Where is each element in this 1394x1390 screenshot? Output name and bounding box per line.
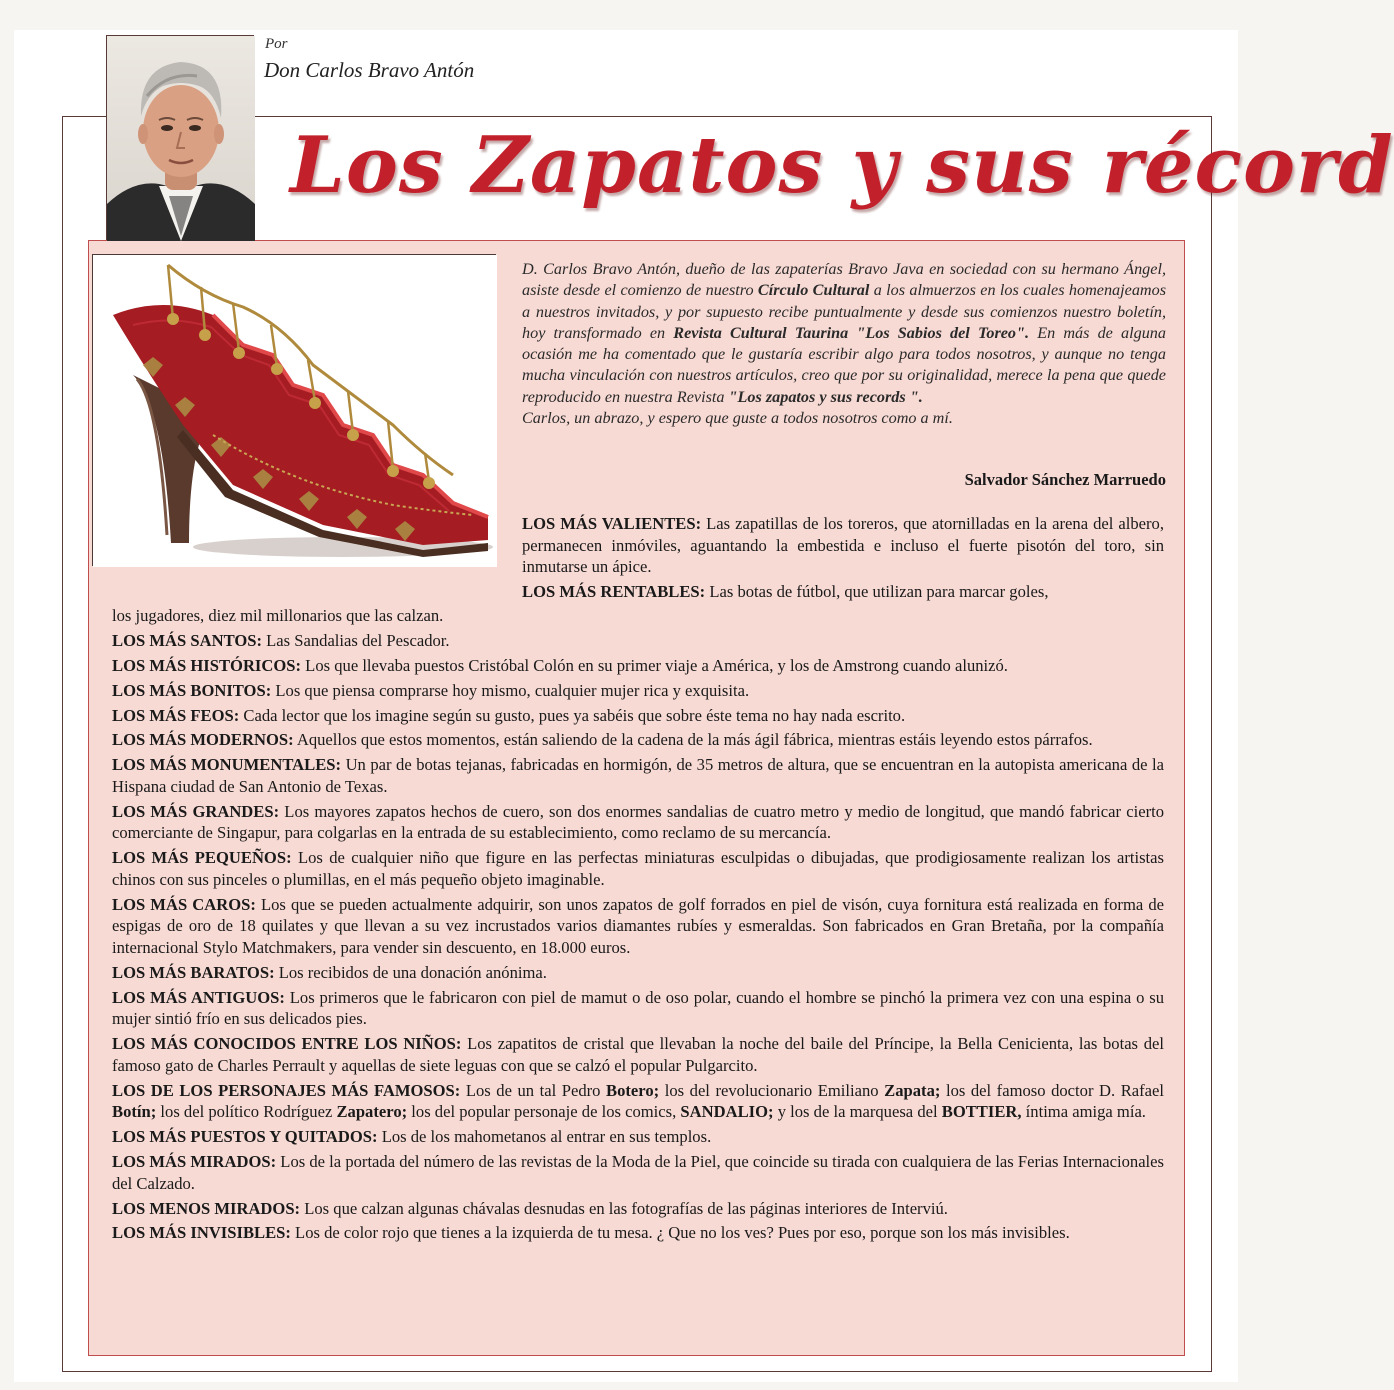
- article-title: Los Zapatos y sus récord: [290, 120, 1394, 211]
- intro-titulo-ref: "Los zapatos y sus records ".: [728, 387, 923, 406]
- record-label: LOS MÁS SANTOS:: [112, 630, 262, 650]
- record-baratos: [112, 962, 1164, 984]
- record-text: Cada lector que los imagine según su gusto, pues ya sabéis que sobre éste tema no hay nada escrito.: [239, 705, 906, 725]
- record-text: los del revolucionario Emiliano: [659, 1080, 885, 1100]
- record-label: LOS MÁS CONOCIDOS ENTRE LOS NIÑOS:: [112, 1034, 462, 1054]
- record-text: Las Sandalias del Pescador.: [262, 630, 450, 650]
- intro-text-2: a los almuerzos en los cuales homenajeamos a nuestros invitados, y por supuesto recibe puntualmente y desde sus comienzos nuestro boletín, hoy transformado en: [522, 281, 1166, 342]
- record-grandes: [112, 801, 1164, 844]
- record-rentables: [522, 581, 1164, 603]
- intro-circulo: Círculo Cultural: [757, 281, 870, 300]
- record-label: LOS MÁS PUESTOS Y QUITADOS:: [112, 1127, 378, 1147]
- record-modernos: [112, 729, 1164, 751]
- record-text: Los mayores zapatos hechos de cuero, son dos enormes sandalias de cuatro metro y medio de longitud, que mandó fabricar cierto comerciante de Singapur, para colgarlas en la entrada de su establecimiento, como reclamo de su mercancía.: [112, 801, 1164, 843]
- record-label: LOS MÁS VALIENTES:: [522, 514, 702, 533]
- record-conocidos: [112, 1033, 1164, 1076]
- record-label: LOS DE LOS PERSONAJES MÁS FAMOSOS:: [112, 1080, 461, 1100]
- record-label: LOS MÁS FEOS:: [112, 705, 240, 725]
- record-monumentales: [112, 754, 1164, 797]
- intro-text-3: En más de alguna ocasión me ha comentado que le gustaría escribir algo para todos nosotros, y aunque no tenga mucha vinculación con nuestros artículos, creo que por su originalidad, merece la pena que quede reproducido en nuestra Revista: [522, 323, 1166, 406]
- record-bonitos: [112, 680, 1164, 702]
- record-text: los del político Rodríguez: [156, 1102, 337, 1122]
- byline-por: Por: [265, 36, 288, 52]
- record-text: Aquellos que estos momentos, están saliendo de la cadena de la más ágil fábrica, mientras estáis leyendo estos párrafos.: [293, 730, 1093, 750]
- record-menos-mirados: [112, 1198, 1164, 1220]
- record-text: Los de la portada del número de las revistas de la Moda de la Piel, que coincide su tirada con cualquiera de las Ferias Internacionales del Calzado.: [112, 1152, 1164, 1193]
- record-label: LOS MÁS MODERNOS:: [112, 730, 294, 750]
- intro-paragraph: [522, 259, 1166, 429]
- record-historicos: [112, 655, 1164, 677]
- record-feos: [112, 705, 1164, 727]
- record-rentables-cont: [112, 605, 1164, 627]
- record-label: LOS MÁS INVISIBLES:: [112, 1223, 291, 1243]
- record-text: Un par de botas tejanas, fabricadas en hormigón, de 35 metros de altura, que se encuentran en la autopista americana de la Hispana ciudad de San Antonio de Texas.: [112, 755, 1164, 796]
- record-label: LOS MÁS BONITOS:: [112, 680, 272, 700]
- record-caros: [112, 894, 1164, 959]
- intro-text-1: D. Carlos Bravo Antón, dueño de las zapaterías Bravo Java en sociedad con su hermano Ángel, asiste desde el comienzo de nuestro: [522, 260, 1166, 300]
- record-label: LOS MÁS BARATOS:: [112, 962, 275, 982]
- record-name-zapatero: Zapatero;: [336, 1102, 408, 1122]
- record-name-zapata: Zapata;: [884, 1080, 941, 1100]
- record-label: LOS MÁS MONUMENTALES:: [112, 755, 342, 775]
- record-label: LOS MÁS CAROS:: [112, 894, 256, 914]
- intro-signature: Salvador Sánchez Marruedo: [964, 470, 1166, 489]
- record-text: Los primeros que le fabricaron con piel de mamut o de oso polar, cuando el hombre se pinchó la primera vez con una espina o su mujer sintió frío en sus delicados pies.: [112, 987, 1164, 1029]
- record-text: Las botas de fútbol, que utilizan para marcar goles,: [705, 582, 1049, 602]
- record-text: Los que se pueden actualmente adquirir, son unos zapatos de golf forrados en piel de visón, cuya fornitura está realizada en forma de espigas de oro de 18 quilates y que llevan a su vez incrustados varios diamantes rubíes y esmeraldas. Son fabricados en Gran Bretaña, por la compañía internacional Stylo Matchmakers, para vender sin descuento, en 18.000 euros.: [112, 894, 1164, 957]
- record-text: los del famoso doctor D. Rafael: [940, 1080, 1164, 1100]
- record-text: Los de cualquier niño que figure en las perfectas miniaturas esculpidas o dibujadas, que prodigiosamente realizan los artistas chinos con sus pinceles o plumillas, en el más pequeño objeto imaginable.: [112, 848, 1164, 889]
- record-text: Los de color rojo que tienes a la izquierda de tu mesa. ¿ Que no los ves? Pues por eso, porque son los más invisibles.: [290, 1223, 1070, 1243]
- record-text: los jugadores, diez mil millonarios que las calzan.: [112, 606, 444, 625]
- record-text: Los que calzan algunas chávalas desnudas en las fotografías de las páginas interiores de Interviú.: [300, 1198, 948, 1218]
- record-text: Los que llevaba puestos Cristóbal Colón en su primer viaje a América, y los de Amstrong cuando alunizó.: [301, 655, 1008, 675]
- record-name-sandalio: SANDALIO;: [680, 1102, 774, 1122]
- record-label: LOS MÁS GRANDES:: [112, 801, 280, 821]
- record-text: Los recibidos de una donación anónima.: [274, 962, 547, 982]
- records-top-column: [522, 513, 1164, 606]
- record-valientes: [522, 513, 1164, 578]
- author-portrait: [106, 35, 254, 240]
- record-name-botero: Botero;: [606, 1080, 660, 1100]
- record-mirados: [112, 1151, 1164, 1194]
- intro-revista: Revista Cultural Taurina "Los Sabios del Toreo".: [673, 323, 1030, 342]
- records-main-column: [112, 605, 1164, 1247]
- record-label: LOS MENOS MIRADOS:: [112, 1198, 301, 1218]
- record-label: LOS MÁS MIRADOS:: [112, 1152, 277, 1172]
- record-puestos: [112, 1126, 1164, 1148]
- record-antiguos: [112, 987, 1164, 1030]
- record-text: Los zapatitos de cristal que llevaban la noche del baile del Príncipe, la Bella Cenicienta, las botas del famoso gato de Charles Perrault y aquellas de siete leguas con que se calzó el popular Pulgarcito.: [112, 1034, 1164, 1075]
- record-text: Las zapatillas de los toreros, que atornilladas en la arena del albero, permanecen inmóviles, aguantando la embestida e incluso el fuerte pisotón del toro, sin inmutarse un ápice.: [522, 514, 1164, 577]
- record-name-botin: Botín;: [112, 1102, 157, 1122]
- intro-text-4: Carlos, un abrazo, y espero que guste a todos nosotros como a mí.: [522, 409, 953, 428]
- record-text: Los de un tal Pedro: [460, 1080, 607, 1100]
- record-text: Los que piensa comprarse hoy mismo, cualquier mujer rica y exquisita.: [271, 680, 750, 700]
- record-label: LOS MÁS ANTIGUOS:: [112, 987, 285, 1007]
- record-invisibles: [112, 1222, 1164, 1244]
- record-text: los del popular personaje de los comics,: [407, 1102, 681, 1122]
- record-text: y los de la marquesa del: [773, 1102, 942, 1122]
- record-santos: [112, 630, 1164, 652]
- record-label: LOS MÁS PEQUEÑOS:: [112, 848, 292, 868]
- byline-author: Don Carlos Bravo Antón: [264, 58, 475, 82]
- record-name-bottier: BOTTIER,: [941, 1102, 1022, 1122]
- record-personajes: [112, 1080, 1164, 1123]
- record-label: LOS MÁS RENTABLES:: [522, 582, 706, 602]
- shoe-photo: [92, 254, 496, 566]
- record-text: Los de los mahometanos al entrar en sus templos.: [377, 1127, 712, 1147]
- record-pequenos: [112, 847, 1164, 890]
- record-label: LOS MÁS HISTÓRICOS:: [112, 655, 302, 675]
- record-text: íntima amiga mía.: [1021, 1102, 1146, 1122]
